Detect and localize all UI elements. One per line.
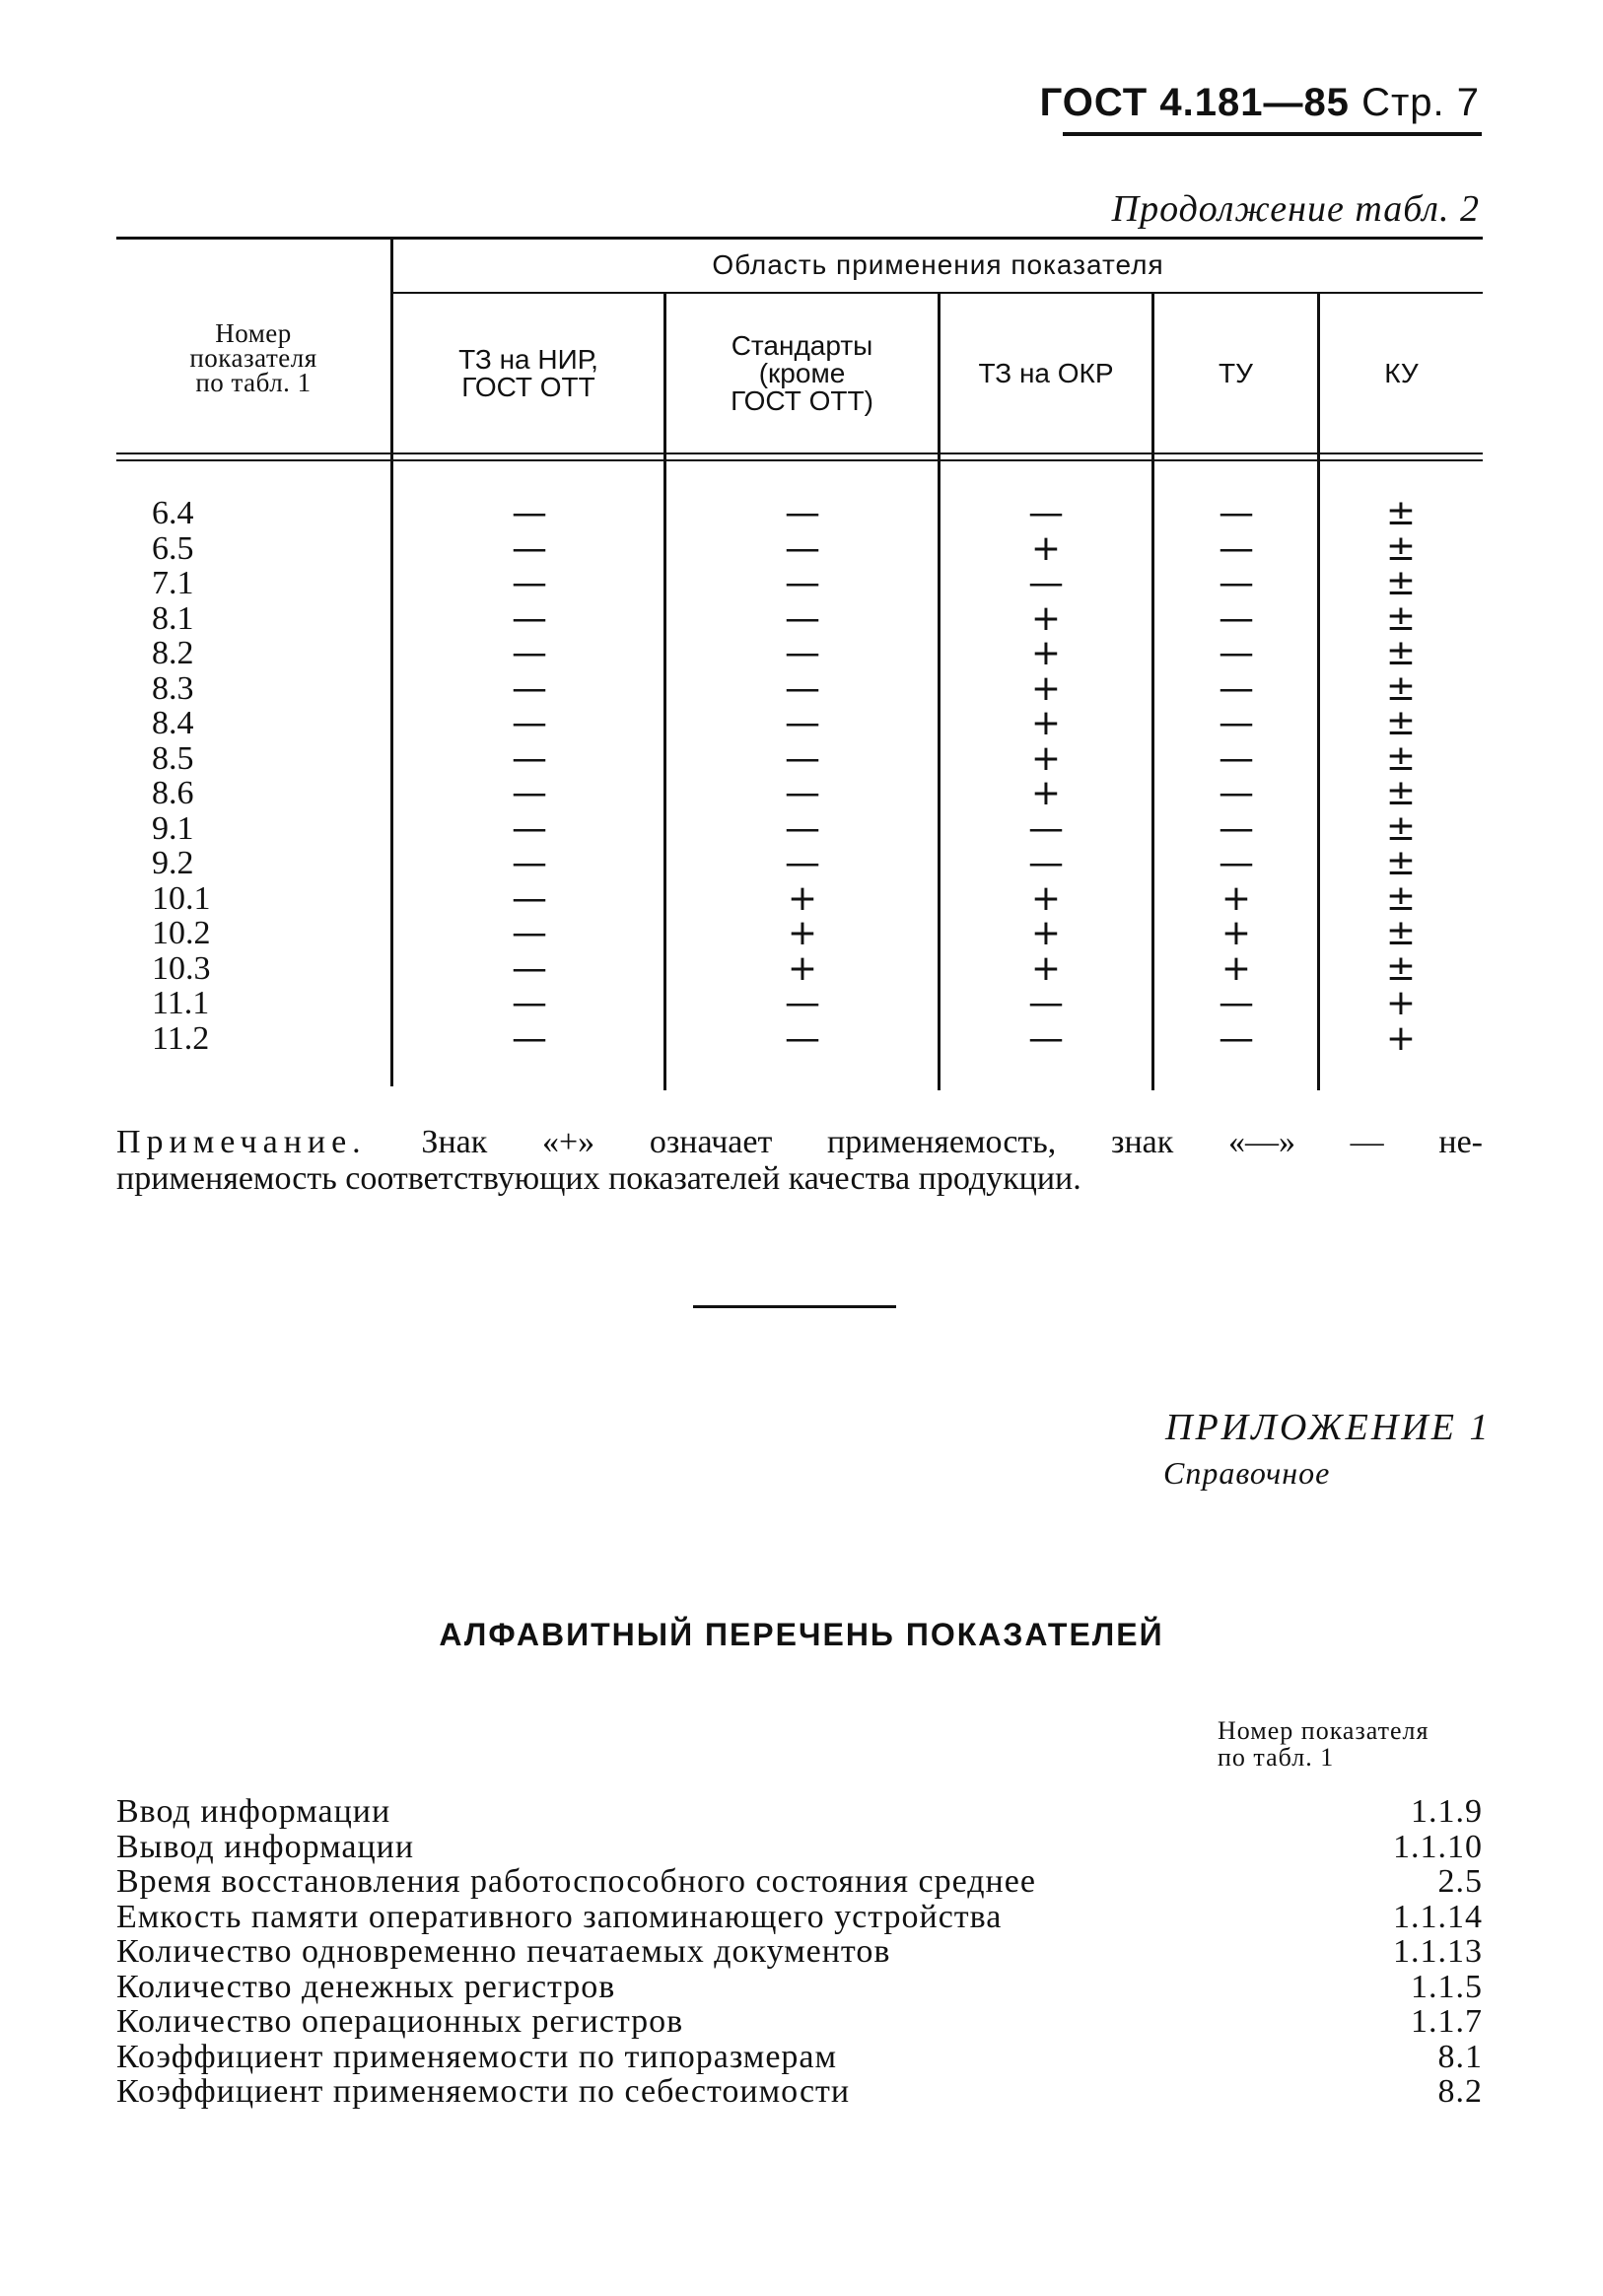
index-entry (116, 1794, 1483, 1830)
index-column-header (1218, 1717, 1429, 1771)
index-term: Ввод информации (116, 1793, 391, 1830)
row-number: 8.4 (152, 705, 194, 741)
index-term: Вывод информации (116, 1828, 415, 1865)
table-row (116, 983, 1483, 1023)
note-text: Знак «+» означает применяемость, знак «—» — не- (421, 1124, 1484, 1160)
row-cell-mark: — (512, 983, 547, 1023)
row-cell-mark: — (785, 527, 820, 569)
row-cell-mark: — (512, 913, 547, 953)
note-line-1 (116, 1124, 1483, 1160)
row-cell-mark: — (512, 843, 547, 883)
row-cell-mark: — (1219, 737, 1254, 779)
row-cell-mark: — (785, 493, 820, 533)
row-cell-mark: + (1030, 947, 1062, 989)
index-ref-number: 8.1 (1437, 2038, 1483, 2075)
row-cell-mark: + (1030, 667, 1062, 709)
row-number: 10.2 (152, 915, 211, 951)
row-cell-mark: — (512, 563, 547, 603)
row-cell-mark: + (1220, 877, 1252, 919)
row-cell-mark: — (785, 807, 820, 849)
row-number: 8.2 (152, 635, 194, 671)
row-cell-mark: — (512, 807, 547, 849)
table-row (116, 807, 1483, 849)
row-cell-mark: — (785, 737, 820, 779)
index-entry (116, 1934, 1483, 1970)
index-entry (116, 1864, 1483, 1900)
index-ref-number: 1.1.5 (1411, 1968, 1483, 2005)
index-ref-number: 1.1.9 (1411, 1793, 1483, 1830)
index-entry (116, 1900, 1483, 1935)
row-cell-mark: — (512, 703, 547, 743)
page-header (1040, 81, 1480, 125)
row-cell-mark: — (1219, 703, 1254, 743)
row-cell-mark: ± (1385, 493, 1417, 533)
row-cell-mark: ± (1385, 913, 1417, 953)
row-cell-mark: + (1030, 703, 1062, 743)
header-bottom-rule-1 (116, 452, 1483, 454)
row-cell-mark: — (1028, 843, 1064, 883)
row-cell-mark: — (1219, 807, 1254, 849)
index-term: Время восстановления работоспособного состояния среднее (116, 1863, 1036, 1900)
row-cell-mark: ± (1385, 633, 1417, 673)
row-cell-mark: ± (1385, 843, 1417, 883)
index-ref-number: 1.1.7 (1411, 2003, 1483, 2040)
index-list (116, 1794, 1483, 2110)
page-number: Стр. 7 (1361, 81, 1480, 124)
row-cell-mark: — (512, 1017, 547, 1059)
row-cell-mark: — (512, 493, 547, 533)
table-row (116, 563, 1483, 603)
table-top-rule (116, 237, 1483, 240)
table-row (116, 493, 1483, 533)
row-cell-mark: + (787, 877, 818, 919)
row-cell-mark: + (1220, 913, 1252, 953)
table-row (116, 737, 1483, 779)
index-entry (116, 1970, 1483, 2005)
column-header-tz-okr: ТЗ на ОКР (978, 357, 1114, 388)
index-entry (116, 2074, 1483, 2110)
row-cell-mark: + (1030, 773, 1062, 813)
table-note (116, 1124, 1483, 1197)
row-number: 8.6 (152, 775, 194, 811)
index-column-header-text: Номер показателя по табл. 1 (1218, 1716, 1429, 1772)
row-cell-mark: — (1219, 983, 1254, 1023)
index-term: Коэффициент применяемости по себестоимости (116, 2073, 851, 2110)
row-cell-mark: — (785, 983, 820, 1023)
row-number: 8.3 (152, 669, 194, 707)
table-row (116, 877, 1483, 919)
row-cell-mark: + (1030, 597, 1062, 639)
standard-number: ГОСТ 4.181—85 (1039, 81, 1350, 124)
table-continuation-label: Продолжение табл. 2 (1111, 188, 1480, 230)
row-cell-mark: — (1219, 563, 1254, 603)
index-term: Емкость памяти оперативного запоминающего устройства (116, 1898, 1003, 1935)
row-cell-mark: — (1219, 597, 1254, 639)
table-row (116, 947, 1483, 989)
index-ref-number: 1.1.10 (1393, 1828, 1483, 1865)
row-cell-mark: + (787, 947, 818, 989)
row-cell-mark: — (512, 947, 547, 989)
row-cell-mark: ± (1385, 527, 1417, 569)
row-cell-mark: — (1219, 773, 1254, 813)
row-cell-mark: + (1030, 527, 1062, 569)
row-number: 8.1 (152, 599, 194, 637)
row-cell-mark: — (785, 843, 820, 883)
row-cell-mark: ± (1385, 667, 1417, 709)
table-row (116, 527, 1483, 569)
row-cell-mark: — (785, 703, 820, 743)
row-cell-mark: — (785, 597, 820, 639)
index-title: АЛФАВИТНЫЙ ПЕРЕЧЕНЬ ПОКАЗАТЕЛЕЙ (439, 1617, 1164, 1652)
row-number: 7.1 (152, 565, 194, 601)
row-cell-mark: ± (1385, 807, 1417, 849)
row-cell-mark: + (1030, 877, 1062, 919)
row-cell-mark: ± (1385, 597, 1417, 639)
row-cell-mark: — (1219, 493, 1254, 533)
row-number: 11.1 (152, 985, 210, 1021)
row-cell-mark: — (1028, 807, 1064, 849)
row-number: 10.1 (152, 879, 211, 917)
row-cell-mark: — (785, 773, 820, 813)
row-number: 8.5 (152, 739, 194, 777)
row-cell-mark: — (785, 563, 820, 603)
appendix-subtitle: Справочное (1163, 1455, 1331, 1491)
header-bottom-rule-2 (116, 459, 1483, 461)
table-row (116, 1017, 1483, 1059)
note-line-2: применяемость соответствующих показателей качества продукции. (116, 1160, 1081, 1197)
number-column-header: Номер показателя по табл. 1 (189, 317, 317, 397)
row-number: 10.3 (152, 949, 211, 987)
index-entry (116, 1830, 1483, 1865)
index-ref-number: 1.1.13 (1393, 1933, 1483, 1970)
applicability-table (116, 235, 1483, 1092)
row-cell-mark: — (512, 773, 547, 813)
row-cell-mark: — (1028, 1017, 1064, 1059)
index-ref-number: 1.1.14 (1393, 1898, 1483, 1935)
index-entry (116, 2004, 1483, 2040)
row-cell-mark: + (1030, 633, 1062, 673)
row-cell-mark: + (1385, 983, 1417, 1023)
index-term: Коэффициент применяемости по типоразмерам (116, 2038, 838, 2075)
row-cell-mark: — (512, 737, 547, 779)
row-cell-mark: — (1028, 983, 1064, 1023)
row-cell-mark: — (1219, 527, 1254, 569)
row-number: 6.5 (152, 529, 194, 567)
row-cell-mark: — (1219, 667, 1254, 709)
row-cell-mark: + (1385, 1017, 1417, 1059)
row-cell-mark: ± (1385, 703, 1417, 743)
index-term: Количество одновременно печатаемых документов (116, 1933, 891, 1970)
row-cell-mark: — (512, 527, 547, 569)
row-cell-mark: — (1219, 1017, 1254, 1059)
row-cell-mark: ± (1385, 877, 1417, 919)
index-ref-number: 8.2 (1437, 2073, 1483, 2110)
table-row (116, 633, 1483, 673)
column-header-ku: КУ (1384, 357, 1419, 388)
row-cell-mark: + (787, 913, 818, 953)
section-divider (693, 1305, 896, 1308)
row-cell-mark: — (1028, 563, 1064, 603)
table-row (116, 773, 1483, 813)
row-cell-mark: ± (1385, 947, 1417, 989)
row-number: 6.4 (152, 495, 194, 531)
row-number: 9.2 (152, 845, 194, 881)
index-term: Количество денежных регистров (116, 1968, 616, 2005)
row-cell-mark: — (785, 633, 820, 673)
note-lead: Примечание. (116, 1124, 367, 1160)
table-row (116, 667, 1483, 709)
index-ref-number: 2.5 (1437, 1863, 1483, 1900)
table-row (116, 703, 1483, 743)
column-header-standards: Стандарты (кроме ГОСТ ОТТ) (731, 329, 873, 416)
column-header-tu: ТУ (1219, 357, 1253, 388)
area-title: Область применения показателя (712, 249, 1164, 280)
column-header-tz-nir: ТЗ на НИР, ГОСТ ОТТ (458, 343, 598, 402)
row-cell-mark: — (512, 877, 547, 919)
row-number: 9.1 (152, 809, 194, 847)
header-rule (1063, 132, 1482, 136)
row-cell-mark: — (512, 633, 547, 673)
row-cell-mark: — (785, 667, 820, 709)
table-row (116, 597, 1483, 639)
row-cell-mark: + (1030, 737, 1062, 779)
row-cell-mark: ± (1385, 737, 1417, 779)
row-number: 11.2 (152, 1019, 210, 1057)
appendix-title: ПРИЛОЖЕНИЕ 1 (1165, 1407, 1492, 1448)
index-entry (116, 2040, 1483, 2075)
row-cell-mark: — (785, 1017, 820, 1059)
row-cell-mark: — (1028, 493, 1064, 533)
row-cell-mark: + (1220, 947, 1252, 989)
index-term: Количество операционных регистров (116, 2003, 684, 2040)
table-row (116, 843, 1483, 883)
row-cell-mark: — (512, 597, 547, 639)
row-cell-mark: — (512, 667, 547, 709)
row-cell-mark: ± (1385, 773, 1417, 813)
row-cell-mark: — (1219, 843, 1254, 883)
row-cell-mark: ± (1385, 563, 1417, 603)
row-cell-mark: — (1219, 633, 1254, 673)
table-row (116, 913, 1483, 953)
row-cell-mark: + (1030, 913, 1062, 953)
